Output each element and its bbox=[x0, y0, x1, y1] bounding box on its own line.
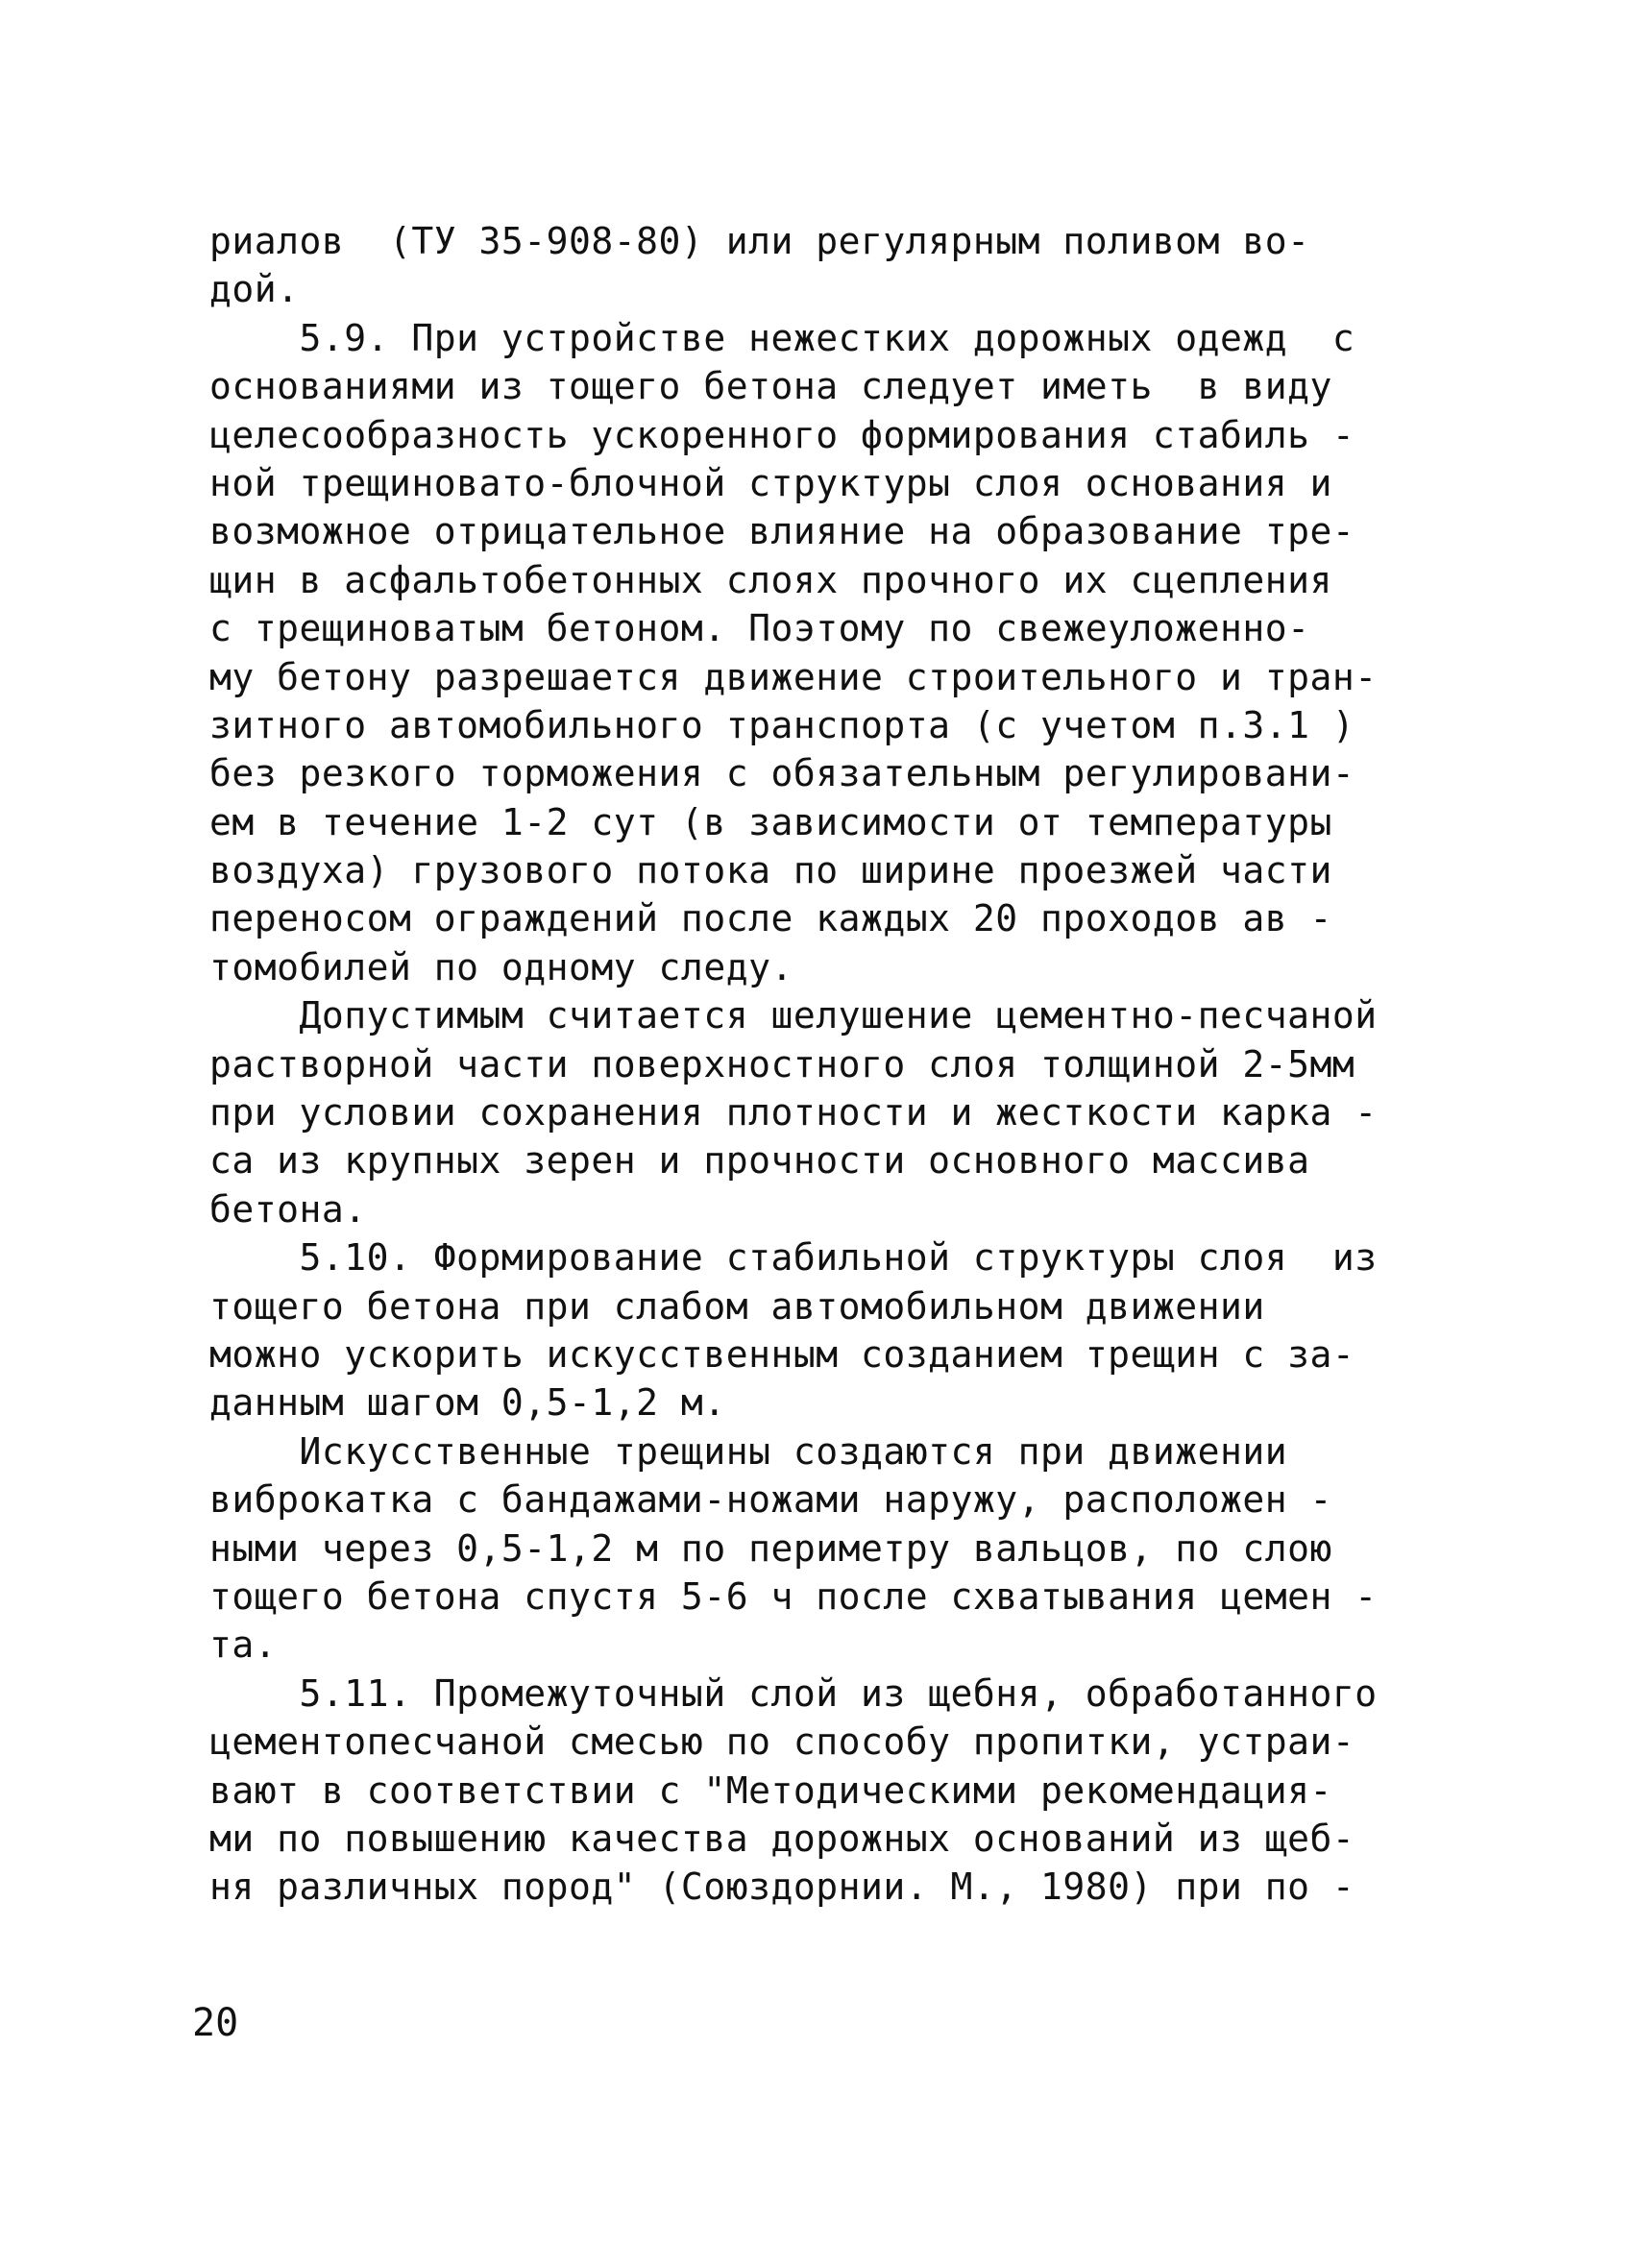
text-line: са из крупных зерен и прочности основного массива bbox=[209, 1139, 1310, 1183]
text-line: Допустимым считается шелушение цементно-песчаной bbox=[209, 994, 1378, 1037]
text-line: дой. bbox=[209, 268, 300, 311]
text-line: виброкатка с бандажами-ножами наружу, расположен - bbox=[209, 1478, 1332, 1522]
text-line: с трещиноватым бетоном. Поэтому по свежеуложенно- bbox=[209, 607, 1310, 650]
text-line: ными через 0,5-1,2 м по периметру вальцов, по слою bbox=[209, 1526, 1332, 1570]
text-line: му бетону разрешается движение строительного и тран- bbox=[209, 655, 1378, 698]
text-line: бетона. bbox=[209, 1187, 367, 1231]
text-line: данным шагом 0,5-1,2 м. bbox=[209, 1381, 726, 1425]
text-line: ем в течение 1-2 сут (в зависимости от температуры bbox=[209, 800, 1332, 843]
text-line: можно ускорить искусственным созданием трещин с за- bbox=[209, 1332, 1355, 1376]
text-line: тощего бетона при слабом автомобильном движении bbox=[209, 1284, 1265, 1328]
text-line: ня различных пород" (Союздорнии. М., 1980) при по - bbox=[209, 1866, 1355, 1909]
text-line: возможное отрицательное влияние на образование тре- bbox=[209, 510, 1355, 553]
text-line: воздуха) грузового потока по ширине проезжей части bbox=[209, 849, 1332, 892]
text-line: основаниями из тощего бетона следует иметь в виду bbox=[209, 365, 1332, 408]
text-line: вают в соответствии с "Методическими рекомендация- bbox=[209, 1768, 1332, 1812]
text-line: цементопесчаной смесью по способу пропитки, устраи- bbox=[209, 1720, 1355, 1764]
text-line: 5.11. Промежуточный слой из щебня, обработанного bbox=[209, 1671, 1378, 1715]
text-line: 5.9. При устройстве нежестких дорожных одежд с bbox=[209, 316, 1355, 359]
text-line: 5.10. Формирование стабильной структуры слоя из bbox=[209, 1236, 1378, 1280]
text-line: при условии сохранения плотности и жесткости карка - bbox=[209, 1091, 1378, 1134]
text-line: ной трещиновато-блочной структуры слоя основания и bbox=[209, 461, 1332, 504]
text-line: щин в асфальтобетонных слоях прочного их сцепления bbox=[209, 558, 1332, 601]
text-line: риалов (ТУ 35-908-80) или регулярным поливом во- bbox=[209, 220, 1310, 262]
text-line: зитного автомобильного транспорта (с учетом п.3.1 ) bbox=[209, 703, 1355, 746]
text-line: ми по повышению качества дорожных оснований из щеб- bbox=[209, 1817, 1355, 1860]
text-line: тощего бетона спустя 5-6 ч после схватывания цемен - bbox=[209, 1574, 1378, 1618]
page-number: 20 bbox=[192, 2001, 239, 2045]
text-line: целесообразность ускоренного формирования стабиль - bbox=[209, 413, 1355, 456]
text-line: растворной части поверхностного слоя толщиной 2-5мм bbox=[209, 1042, 1355, 1085]
text-line: переносом ограждений после каждых 20 проходов ав - bbox=[209, 897, 1332, 940]
text-line: та. bbox=[209, 1623, 278, 1667]
text-line: без резкого торможения с обязательным регулировани- bbox=[209, 752, 1355, 795]
body-text bbox=[209, 217, 1444, 1912]
text-line: томобилей по одному следу. bbox=[209, 945, 793, 988]
text-line: Искусственные трещины создаются при движении bbox=[209, 1429, 1288, 1473]
